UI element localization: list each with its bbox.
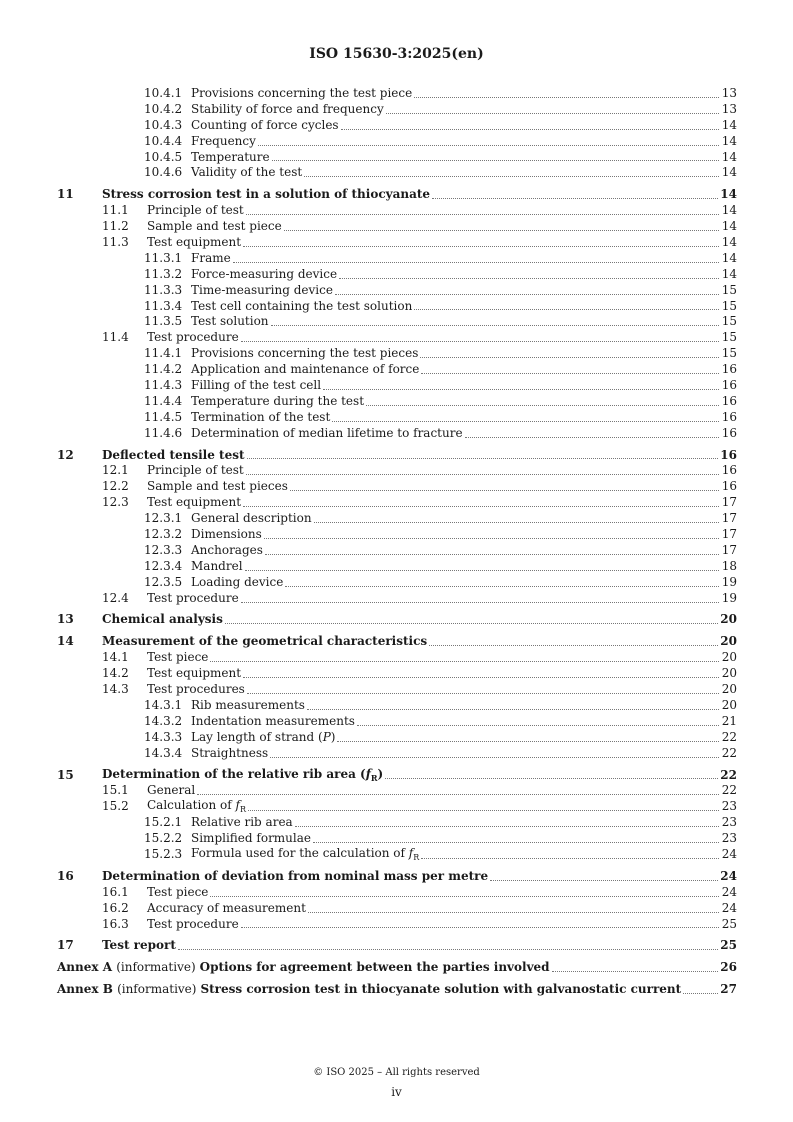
toc-entry-number: 10.4.6 <box>144 165 183 180</box>
toc-entry-number: 14.3.4 <box>144 745 183 760</box>
toc-entry[interactable] <box>57 426 737 442</box>
dot-leader <box>421 372 719 374</box>
toc-entry-page: 20 <box>720 634 737 649</box>
toc-entry-number: 14.3.2 <box>144 713 183 728</box>
toc-entry-title: Counting of force cycles <box>191 117 339 132</box>
dot-leader <box>552 970 719 972</box>
toc-entry-title: Application and maintenance of force <box>191 362 420 377</box>
toc-entry[interactable] <box>57 394 737 410</box>
dot-leader <box>197 793 719 795</box>
dot-leader <box>490 879 718 881</box>
toc-entry-title: Test equipment <box>147 235 242 249</box>
dot-leader <box>285 585 719 587</box>
toc-entry-number: 15.2.3 <box>144 846 183 861</box>
toc-entry-page: 22 <box>721 729 737 744</box>
dot-leader <box>432 197 718 199</box>
annex-page: 26 <box>720 960 737 975</box>
toc-entry-number: 17 <box>57 938 74 953</box>
toc-entry[interactable] <box>57 134 737 150</box>
toc-entry[interactable] <box>57 219 737 235</box>
annex-label: Annex A <box>57 960 113 975</box>
toc-entry-title: Lay length of strand (P) <box>191 729 336 744</box>
toc-entry-title: Test equipment <box>147 495 242 510</box>
toc-entry[interactable] <box>57 479 737 495</box>
toc-entry-title: Chemical analysis <box>102 612 223 627</box>
toc-entry-title: Deflected tensile test <box>102 447 245 462</box>
toc-entry-page: 25 <box>721 916 737 931</box>
toc-entry[interactable] <box>57 917 737 933</box>
toc-entry[interactable] <box>57 448 737 464</box>
toc-entry-number: 11.4.3 <box>144 378 183 393</box>
toc-entry-page: 14 <box>721 235 737 249</box>
toc-entry-number: 12.2 <box>102 479 129 494</box>
toc-entry-title: Principle of test <box>147 203 244 218</box>
toc-entry-page: 16 <box>721 378 737 393</box>
toc-entry[interactable] <box>57 543 737 559</box>
toc-entry-title: Calculation of $f_R$ <box>147 798 247 815</box>
toc-entry[interactable] <box>57 698 737 714</box>
toc-entry-number: 11.4.5 <box>144 409 183 424</box>
toc-entry-page: 13 <box>721 85 737 100</box>
toc-entry-title: Sample and test piece <box>147 219 282 234</box>
toc-entry-title: Accuracy of measurement <box>147 900 306 915</box>
dot-leader <box>243 505 719 507</box>
toc-entry-title: Test solution <box>191 314 269 329</box>
toc-entry[interactable] <box>57 714 737 730</box>
toc-entry-number: 12.3.1 <box>144 511 183 526</box>
toc-entry-number: 10.4.2 <box>144 101 183 116</box>
toc-entry[interactable] <box>57 730 737 746</box>
toc-entry-page: 20 <box>721 650 737 665</box>
toc-entry[interactable] <box>57 559 737 575</box>
toc-entry-number: 16.2 <box>102 900 129 915</box>
toc-entry-page: 20 <box>720 612 737 627</box>
toc-entry-page: 20 <box>721 666 737 681</box>
toc-entry[interactable] <box>57 267 737 283</box>
toc-entry-number: 11.3 <box>102 235 129 249</box>
toc-entry[interactable] <box>57 682 737 698</box>
toc-entry-number: 11.4.1 <box>144 346 183 361</box>
toc-entry-title: Provisions concerning the test piece <box>191 85 413 100</box>
toc-entry[interactable] <box>57 885 737 901</box>
page-number: iv <box>391 1085 402 1099</box>
toc-entry-number: 10.4.5 <box>144 149 183 164</box>
toc-entry-number: 12.3 <box>102 495 129 510</box>
toc-entry-number: 12.1 <box>102 463 129 478</box>
toc-entry-number: 12.3.3 <box>144 542 183 557</box>
toc-entry-page: 24 <box>721 900 737 915</box>
toc-entry-number: 14.3 <box>102 682 129 697</box>
toc-entry-number: 16.1 <box>102 884 129 899</box>
toc-entry-title: Force-measuring device <box>191 266 338 281</box>
dot-leader <box>245 569 719 571</box>
dot-leader <box>385 777 718 779</box>
toc-entry-page: 16 <box>721 463 737 478</box>
toc-entry-page: 14 <box>721 250 737 265</box>
toc-entry-page: 16 <box>720 447 737 462</box>
toc-entry-title: Indentation measurements <box>191 713 355 728</box>
toc-entry-page: 14 <box>720 187 737 202</box>
toc-entry[interactable] <box>57 118 737 134</box>
dot-leader <box>683 992 718 994</box>
dot-leader <box>241 601 719 603</box>
toc-entry-page: 14 <box>721 203 737 218</box>
document-header: ISO 15630-3:2025(en) <box>309 46 484 62</box>
annex-label: Annex B <box>57 982 113 997</box>
toc-entry[interactable] <box>57 831 737 847</box>
toc-entry[interactable] <box>57 463 737 479</box>
toc-entry[interactable] <box>57 901 737 917</box>
toc-entry-number: 15.2 <box>102 799 129 814</box>
dot-leader <box>272 159 719 161</box>
toc-entry-number: 11.3.4 <box>144 298 183 313</box>
toc-entry[interactable] <box>57 495 737 511</box>
toc-entry-title: Measurement of the geometrical characteristics <box>102 634 428 649</box>
toc-entry[interactable] <box>57 410 737 426</box>
toc-entry-title: Test procedure <box>147 590 239 605</box>
dot-leader <box>341 128 719 130</box>
dot-leader <box>246 473 719 475</box>
dot-leader <box>210 895 719 897</box>
toc-entry[interactable] <box>57 511 737 527</box>
dot-leader <box>357 724 719 726</box>
toc-entry-page: 20 <box>721 682 737 697</box>
toc-entry[interactable] <box>57 746 737 762</box>
dot-leader <box>307 708 719 710</box>
toc-entry-title: Simplified formulae <box>191 831 311 846</box>
toc-entry-title: Test report <box>102 938 176 953</box>
toc-entry-page: 24 <box>720 868 737 883</box>
toc-entry[interactable] <box>57 666 737 682</box>
annex-type: (informative) <box>116 960 196 975</box>
dot-leader <box>339 277 719 279</box>
toc-entry[interactable] <box>57 613 737 629</box>
dot-leader <box>247 692 719 694</box>
toc-entry-title: General description <box>191 511 312 526</box>
toc-entry[interactable] <box>57 378 737 394</box>
toc-entry[interactable] <box>57 165 737 181</box>
toc-entry-title: Sample and test pieces <box>147 479 288 494</box>
dot-leader <box>284 229 719 231</box>
toc-entry-number: 10.4.3 <box>144 117 183 132</box>
toc-entry-number: 13 <box>57 612 74 627</box>
toc-entry-number: 15.2.1 <box>144 815 183 830</box>
toc-entry-title: Time-measuring device <box>191 282 333 297</box>
toc-entry-title: Provisions concerning the test pieces <box>191 346 419 361</box>
toc-entry[interactable] <box>57 650 737 666</box>
toc-entry[interactable] <box>57 869 737 885</box>
toc-entry-page: 15 <box>721 298 737 313</box>
toc-entry-page: 23 <box>721 799 737 814</box>
dot-leader <box>243 245 719 247</box>
dot-leader <box>313 841 719 843</box>
toc-entry-number: 11.2 <box>102 219 129 234</box>
dot-leader <box>314 521 719 523</box>
toc-entry-number: 16.3 <box>102 916 129 931</box>
toc-entry-number: 16 <box>57 868 74 883</box>
dot-leader <box>414 96 719 98</box>
toc-entry-title: Straightness <box>191 745 269 760</box>
dot-leader <box>335 293 719 295</box>
dot-leader <box>243 676 719 678</box>
dot-leader <box>414 308 719 310</box>
toc-entry-page: 18 <box>721 558 737 573</box>
toc-entry-page: 24 <box>721 884 737 899</box>
toc-entry-title: Temperature during the test <box>191 393 365 408</box>
toc-entry-page: 19 <box>721 590 737 605</box>
annex-page: 27 <box>720 982 737 997</box>
toc-entry-number: 11 <box>57 187 74 202</box>
toc-entry-title: Formula used for the calculation of $f_R$ <box>191 845 420 862</box>
toc-entry[interactable] <box>57 330 737 346</box>
toc-entry-title: Frequency <box>191 133 256 148</box>
dot-leader <box>366 404 719 406</box>
dot-leader <box>420 356 719 358</box>
toc-entry-page: 15 <box>721 314 737 329</box>
toc-entry-page: 16 <box>721 409 737 424</box>
toc-entry[interactable] <box>57 591 737 607</box>
toc-entry-number: 15.2.2 <box>144 831 183 846</box>
toc-entry-page: 14 <box>721 133 737 148</box>
copyright-footer: © ISO 2025 – All rights reserved <box>313 1067 480 1078</box>
dot-leader <box>337 740 719 742</box>
dot-leader <box>323 388 719 390</box>
toc-entry[interactable] <box>57 251 737 267</box>
toc-entry-title: Validity of the test <box>191 165 303 180</box>
dot-leader <box>178 948 718 950</box>
toc-entry-title: Relative rib area <box>191 815 293 830</box>
toc-entry-page: 15 <box>721 330 737 345</box>
toc-entry-page: 22 <box>721 783 737 798</box>
toc-entry-page: 20 <box>721 697 737 712</box>
annex-type: (informative) <box>117 982 197 997</box>
toc-entry[interactable] <box>57 150 737 166</box>
toc-entry-page: 16 <box>721 479 737 494</box>
toc-entry[interactable] <box>57 575 737 591</box>
toc-entry-number: 11.1 <box>102 203 129 218</box>
toc-entry-page: 25 <box>720 938 737 953</box>
toc-entry[interactable] <box>57 299 737 315</box>
toc-entry-page: 14 <box>721 149 737 164</box>
toc-entry-title: General <box>147 783 196 798</box>
dot-leader <box>429 644 718 646</box>
toc-entry[interactable] <box>57 314 737 330</box>
dot-leader <box>247 457 719 459</box>
toc-entry-title: Mandrel <box>191 558 243 573</box>
toc-entry-number: 11.4.2 <box>144 362 183 377</box>
toc-entry-page: 14 <box>721 219 737 234</box>
toc-entry-number: 14.1 <box>102 650 129 665</box>
dot-leader <box>332 420 719 422</box>
toc-entry[interactable] <box>57 235 737 251</box>
annex-title: Stress corrosion test in thiocyanate solution with galvanostatic current <box>200 982 682 997</box>
annex-entry[interactable] <box>57 960 737 976</box>
toc-entry[interactable] <box>57 346 737 362</box>
dot-leader <box>265 553 719 555</box>
toc-entry-number: 12.3.4 <box>144 558 183 573</box>
toc-entry[interactable] <box>57 102 737 118</box>
toc-entry-page: 13 <box>721 101 737 116</box>
toc-entry-title: Test procedure <box>147 330 239 345</box>
toc-entry-number: 12.3.2 <box>144 527 183 542</box>
toc-entry-title: Loading device <box>191 574 284 589</box>
toc-entry[interactable] <box>57 634 737 650</box>
dot-leader <box>233 261 719 263</box>
dot-leader <box>421 857 719 859</box>
toc-entry[interactable] <box>57 283 737 299</box>
toc-entry[interactable] <box>57 783 737 799</box>
toc-entry-title: Anchorages <box>191 542 263 557</box>
toc-entry-page: 19 <box>721 574 737 589</box>
toc-entry-number: 11.3.2 <box>144 266 183 281</box>
toc-entry-page: 17 <box>721 542 737 557</box>
toc-entry-page: 17 <box>721 495 737 510</box>
dot-leader <box>295 825 719 827</box>
toc-entry-number: 12 <box>57 447 74 462</box>
toc-entry-title: Test procedures <box>147 682 245 697</box>
dot-leader <box>308 911 719 913</box>
toc-entry-page: 22 <box>720 767 737 782</box>
dot-leader <box>241 926 719 928</box>
dot-leader <box>258 144 719 146</box>
toc-entry-page: 24 <box>721 846 737 861</box>
toc-entry[interactable] <box>57 938 737 954</box>
toc-entry-title: Test equipment <box>147 666 242 681</box>
toc-entry-page: 16 <box>721 425 737 440</box>
toc-entry-number: 10.4.1 <box>144 85 183 100</box>
toc-entry-number: 15 <box>57 767 74 782</box>
toc-entry-page: 16 <box>721 362 737 377</box>
toc-entry[interactable] <box>57 847 737 863</box>
dot-leader <box>465 436 719 438</box>
toc-entry-number: 14.3.1 <box>144 697 183 712</box>
toc-entry-title: Frame <box>191 250 231 265</box>
toc-entry-number: 11.3.1 <box>144 250 183 265</box>
dot-leader <box>246 213 719 215</box>
toc-entry-number: 11.4.4 <box>144 393 183 408</box>
toc-entry-page: 14 <box>721 117 737 132</box>
toc-entry-title: Termination of the test <box>191 409 331 424</box>
dot-leader <box>225 622 718 624</box>
toc-entry-page: 17 <box>721 527 737 542</box>
toc-entry-page: 17 <box>721 511 737 526</box>
toc-entry-title: Stress corrosion test in a solution of thiocyanate <box>102 187 431 202</box>
toc-entry[interactable] <box>57 362 737 378</box>
dot-leader <box>304 175 719 177</box>
toc-entry-title: Determination of deviation from nominal mass per metre <box>102 868 489 883</box>
toc-entry-title: Test procedure <box>147 916 239 931</box>
table-of-contents <box>57 86 737 998</box>
toc-entry-number: 14 <box>57 634 74 649</box>
toc-entry[interactable] <box>57 768 737 784</box>
toc-entry-number: 15.1 <box>102 783 129 798</box>
toc-entry[interactable] <box>57 203 737 219</box>
toc-entry-number: 10.4.4 <box>144 133 183 148</box>
toc-entry-title: Test piece <box>147 650 209 665</box>
toc-entry-page: 14 <box>721 266 737 281</box>
toc-entry-number: 11.4 <box>102 330 129 345</box>
toc-entry-title: Rib measurements <box>191 697 305 712</box>
toc-entry-page: 22 <box>721 745 737 760</box>
toc-entry-title: Determination of median lifetime to fracture <box>191 425 463 440</box>
toc-entry-page: 23 <box>721 815 737 830</box>
toc-entry-page: 21 <box>721 713 737 728</box>
toc-entry-page: 23 <box>721 831 737 846</box>
dot-leader <box>248 809 719 811</box>
dot-leader <box>271 324 719 326</box>
toc-entry-number: 12.3.5 <box>144 574 183 589</box>
toc-entry[interactable] <box>57 815 737 831</box>
toc-entry[interactable] <box>57 86 737 102</box>
toc-entry-title: Dimensions <box>191 527 262 542</box>
toc-entry-page: 16 <box>721 393 737 408</box>
annex-title: Options for agreement between the parties involved <box>199 960 550 975</box>
toc-entry-title: Principle of test <box>147 463 244 478</box>
toc-entry-title: Filling of the test cell <box>191 378 322 393</box>
toc-entry-number: 11.4.6 <box>144 425 183 440</box>
toc-entry-title: Temperature <box>191 149 270 164</box>
toc-entry-page: 15 <box>721 282 737 297</box>
toc-entry-number: 11.3.3 <box>144 282 183 297</box>
dot-leader <box>210 660 719 662</box>
dot-leader <box>264 537 719 539</box>
toc-entry-number: 11.3.5 <box>144 314 183 329</box>
toc-entry-title: Determination of the relative rib area $(f_R)$ <box>102 766 384 783</box>
toc-entry[interactable] <box>57 799 737 815</box>
annex-entry[interactable] <box>57 982 737 998</box>
toc-entry-number: 14.3.3 <box>144 729 183 744</box>
toc-entry-page: 15 <box>721 346 737 361</box>
dot-leader <box>290 489 719 491</box>
toc-entry-title: Stability of force and frequency <box>191 101 384 116</box>
toc-entry-number: 14.2 <box>102 666 129 681</box>
dot-leader <box>270 756 719 758</box>
toc-entry-title: Test cell containing the test solution <box>191 298 413 313</box>
toc-entry[interactable] <box>57 187 737 203</box>
toc-entry[interactable] <box>57 527 737 543</box>
toc-entry-title: Test piece <box>147 884 209 899</box>
toc-entry-number: 12.4 <box>102 590 129 605</box>
dot-leader <box>386 112 719 114</box>
dot-leader <box>241 340 719 342</box>
toc-entry-page: 14 <box>721 165 737 180</box>
